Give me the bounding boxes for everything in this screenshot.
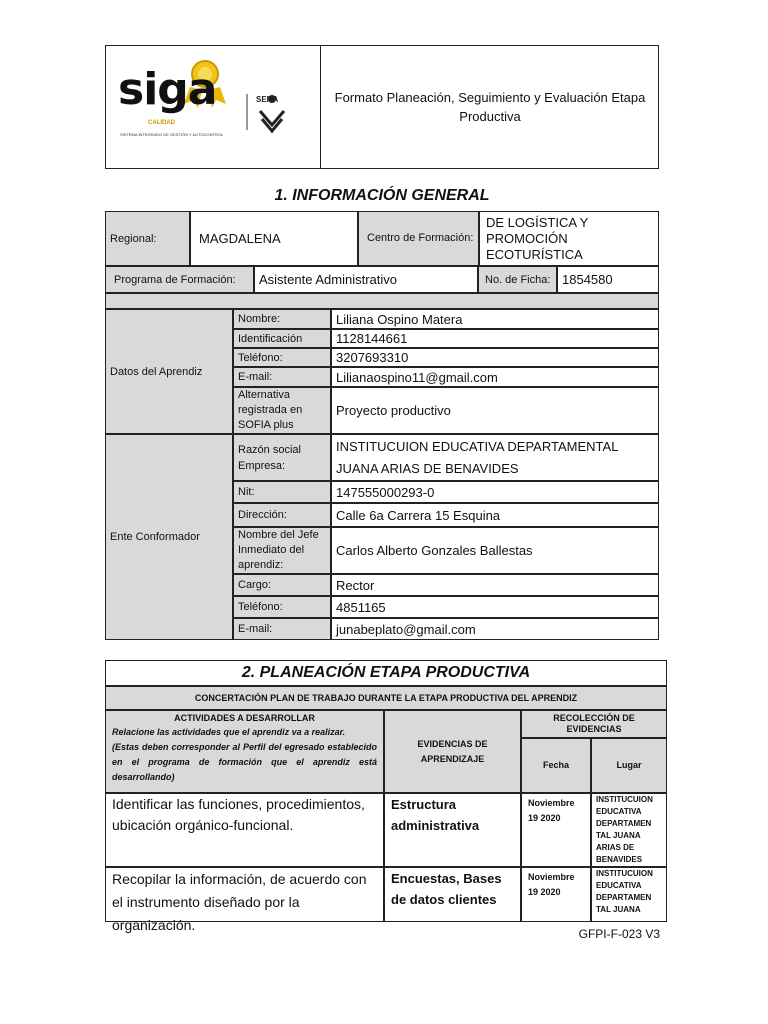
ente-label: Cargo: bbox=[233, 574, 331, 596]
aprendiz-value: Lilianaospino11@gmail.com bbox=[331, 367, 659, 387]
ficha-value: 1854580 bbox=[557, 266, 659, 293]
actividad-cell: Identificar las funciones, procedimientos, ubicación orgánico-funcional. bbox=[105, 793, 384, 867]
fecha-cell: Noviembre 19 2020 bbox=[521, 793, 591, 867]
ente-value: 4851165 bbox=[331, 596, 659, 618]
spacer-row bbox=[105, 293, 659, 309]
aprendiz-label: Teléfono: bbox=[233, 348, 331, 367]
ente-label: Teléfono: bbox=[233, 596, 331, 618]
section2-title: 2. PLANEACIÓN ETAPA PRODUCTIVA bbox=[105, 660, 667, 686]
fecha-header: Fecha bbox=[521, 738, 591, 793]
ente-label: Nit: bbox=[233, 481, 331, 503]
siga-logo-text: siga bbox=[118, 64, 217, 115]
aprendiz-value: 3207693310 bbox=[331, 348, 659, 367]
ente-value: INSTITUCUION EDUCATIVA DEPARTAMENTAL JUANA ARIAS DE BENAVIDES bbox=[331, 434, 659, 481]
lugar-header: Lugar bbox=[591, 738, 667, 793]
actividades-header-title: ACTIVIDADES A DESARROLLAR bbox=[174, 713, 315, 723]
lugar-cell: INSTITUCUION EDUCATIVA DEPARTAMEN TAL JUANA ARIAS DE BENAVIDES bbox=[591, 793, 667, 867]
aprendiz-label: Nombre: bbox=[233, 309, 331, 329]
aprendiz-value: Liliana Ospino Matera bbox=[331, 309, 659, 329]
evidencia-cell: Encuestas, Bases de datos clientes bbox=[384, 867, 521, 922]
aprendiz-label: Identificación bbox=[233, 329, 331, 348]
ente-label: Dirección: bbox=[233, 503, 331, 527]
ente-label: Razón social Empresa: bbox=[233, 434, 331, 481]
page-title: Formato Planeación, Seguimiento y Evaluación Etapa Productiva bbox=[334, 90, 646, 124]
aprendiz-group-label: Datos del Aprendiz bbox=[105, 309, 233, 434]
aprendiz-label: E-mail: bbox=[233, 367, 331, 387]
actividades-note-1: Relacione las actividades que el aprendiz va a realizar. bbox=[112, 727, 346, 737]
centro-label: Centro de Formación: bbox=[358, 211, 479, 266]
lugar-cell: INSTITUCUION EDUCATIVA DEPARTAMEN TAL JUANA bbox=[591, 867, 667, 922]
regional-label: Regional: bbox=[105, 211, 190, 266]
programa-value: Asistente Administrativo bbox=[254, 266, 478, 293]
fecha-cell: Noviembre 19 2020 bbox=[521, 867, 591, 922]
ente-label: E-mail: bbox=[233, 618, 331, 640]
ente-value: Carlos Alberto Gonzales Ballestas bbox=[331, 527, 659, 574]
actividad-cell: Recopilar la información, de acuerdo con el instrumento diseñado por la organización. bbox=[105, 867, 384, 922]
sena-logo-text: SENA bbox=[256, 95, 279, 104]
aprendiz-value: 1128144661 bbox=[331, 329, 659, 348]
ente-value: junabeplato@gmail.com bbox=[331, 618, 659, 640]
actividades-note-2: (Estas deben corresponder al Perfil del egresado establecido en el programa de formación que el aprendiz está desarrollando) bbox=[112, 742, 377, 782]
ente-value: Rector bbox=[331, 574, 659, 596]
ente-value: 147555000293-0 bbox=[331, 481, 659, 503]
section1-title: 1. INFORMACIÓN GENERAL bbox=[274, 187, 490, 204]
aprendiz-value: Proyecto productivo bbox=[331, 387, 659, 434]
recoleccion-header: RECOLECCIÓN DE EVIDENCIAS bbox=[521, 710, 667, 738]
section2-subtitle: CONCERTACIÓN PLAN DE TRABAJO DURANTE LA ETAPA PRODUCTIVA DEL APRENDIZ bbox=[105, 686, 667, 710]
programa-label: Programa de Formación: bbox=[105, 266, 254, 293]
centro-value: DE LOGÍSTICA Y PROMOCIÓN ECOTURÍSTICA bbox=[479, 211, 659, 266]
ente-value: Calle 6a Carrera 15 Esquina bbox=[331, 503, 659, 527]
evidencias-header: EVIDENCIAS DE APRENDIZAJE bbox=[384, 710, 521, 793]
regional-value: MAGDALENA bbox=[190, 211, 358, 266]
siga-tagline: SISTEMA INTEGRADO DE GESTIÓN Y AUTOCONTROL bbox=[120, 132, 224, 137]
form-code: GFPI-F-023 V3 bbox=[578, 927, 660, 941]
siga-logo-sub: CALIDAD bbox=[148, 120, 175, 126]
evidencia-cell: Estructura administrativa bbox=[384, 793, 521, 867]
ente-label: Nombre del Jefe Inmediato del aprendiz: bbox=[233, 527, 331, 574]
header-divider bbox=[320, 45, 321, 169]
actividades-header bbox=[105, 710, 384, 793]
ficha-label: No. de Ficha: bbox=[478, 266, 557, 293]
ente-group-label: Ente Conformador bbox=[105, 434, 233, 640]
aprendiz-label: Alternativa registrada en SOFIA plus bbox=[233, 387, 331, 434]
